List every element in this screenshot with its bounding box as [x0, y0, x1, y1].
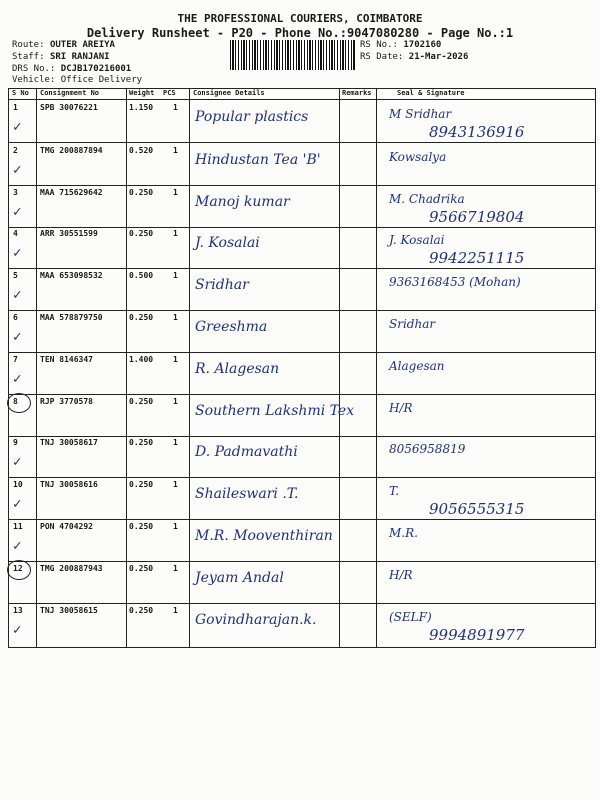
row-weight: 0.250: [129, 564, 154, 573]
row-consignment-no: RJP 3770578: [40, 397, 93, 406]
row-sno: 10: [13, 480, 23, 489]
row-weight: 0.500: [129, 271, 154, 280]
row-weight: 0.250: [129, 606, 154, 615]
row-pcs: 1: [173, 522, 178, 531]
col-weight: Weight: [129, 89, 155, 97]
row-consignment-no: PON 4704292: [40, 522, 93, 531]
row-pcs: 1: [173, 397, 178, 406]
row-number-circle: [7, 560, 31, 580]
row-signature-phone: 9056555315: [429, 500, 525, 518]
row-signature: M Sridhar: [389, 107, 452, 121]
row-signature-phone: 9566719804: [429, 208, 525, 226]
drs-line: [12, 64, 131, 74]
row-consignment-no: MAA 715629642: [40, 188, 103, 197]
row-pcs: 1: [173, 606, 178, 615]
row-signature: Kowsalya: [389, 150, 447, 164]
row-sno: 2: [13, 146, 18, 155]
row-consignment-no: MAA 653098532: [40, 271, 103, 280]
row-weight: 1.400: [129, 355, 154, 364]
rs-date-line: [360, 52, 468, 62]
row-signature: H/R: [389, 401, 413, 415]
drs-value: DCJB170216001: [60, 64, 132, 74]
rs-date-label: RS Date:: [360, 52, 404, 62]
row-pcs: 1: [173, 438, 178, 447]
row-consignee: Manoj kumar: [195, 194, 290, 210]
delivered-check-icon: ✓: [13, 454, 22, 470]
staff-line: [12, 52, 110, 62]
row-pcs: 1: [173, 355, 178, 364]
vehicle-label: Vehicle:: [12, 75, 56, 85]
staff-value: SRI RANJANI: [49, 52, 110, 62]
rs-date-value: 21-Mar-2026: [408, 52, 469, 62]
row-sno: 13: [13, 606, 23, 615]
row-signature-phone: 9942251115: [429, 249, 525, 267]
delivered-check-icon: ✓: [13, 496, 22, 512]
delivered-check-icon: ✓: [13, 622, 22, 638]
row-consignee: M.R. Mooventhiran: [195, 528, 333, 544]
col-pcs: PCS: [163, 89, 176, 97]
row-consignment-no: SPB 30076221: [40, 103, 98, 112]
row-pcs: 1: [173, 271, 178, 280]
delivered-check-icon: ✓: [13, 204, 22, 220]
rs-no-label: RS No.:: [360, 40, 398, 50]
route-line: [12, 40, 115, 50]
row-consignee: Sridhar: [195, 277, 249, 293]
row-sno: 3: [13, 188, 18, 197]
row-consignment-no: TNJ 30058615: [40, 606, 98, 615]
col-sno: S No: [12, 89, 29, 97]
staff-label: Staff:: [12, 52, 45, 62]
delivered-check-icon: ✓: [13, 371, 22, 387]
row-sno: 8: [13, 397, 18, 406]
row-pcs: 1: [173, 188, 178, 197]
row-consignee: Govindharajan.k.: [195, 612, 317, 628]
col-consignment: Consignment No: [40, 89, 100, 97]
row-consignee: Jeyam Andal: [195, 570, 284, 586]
row-pcs: 1: [173, 229, 178, 238]
row-pcs: 1: [173, 480, 178, 489]
row-sno: 7: [13, 355, 18, 364]
rs-no-value: 1702160: [403, 40, 442, 50]
delivered-check-icon: ✓: [13, 162, 22, 178]
drs-label: DRS No.:: [12, 64, 56, 74]
row-weight: 0.250: [129, 522, 154, 531]
row-consignee: J. Kosalai: [195, 235, 260, 251]
row-signature: 8056958819: [389, 442, 466, 456]
row-weight: 0.250: [129, 480, 154, 489]
delivered-check-icon: ✓: [13, 245, 22, 261]
row-signature: 9363168453 (Mohan): [389, 275, 521, 289]
col-consignee: Consignee Details: [193, 89, 265, 97]
col-remarks: Remarks: [342, 89, 372, 97]
company-title: THE PROFESSIONAL COURIERS, COIMBATORE: [177, 12, 423, 25]
row-weight: 0.250: [129, 397, 154, 406]
row-weight: 0.520: [129, 146, 154, 155]
row-consignment-no: TEN 8146347: [40, 355, 93, 364]
row-consignee: D. Padmavathi: [195, 444, 298, 460]
row-pcs: 1: [173, 313, 178, 322]
row-signature: (SELF): [389, 610, 432, 624]
row-pcs: 1: [173, 146, 178, 155]
row-sno: 11: [13, 522, 23, 531]
row-consignee: Hindustan Tea 'B': [195, 152, 321, 168]
row-weight: 0.250: [129, 313, 154, 322]
row-consignment-no: TNJ 30058616: [40, 480, 98, 489]
row-weight: 0.250: [129, 188, 154, 197]
row-consignment-no: TNJ 30058617: [40, 438, 98, 447]
barcode: [230, 40, 356, 70]
delivered-check-icon: ✓: [13, 119, 22, 135]
delivered-check-icon: ✓: [13, 287, 22, 303]
row-signature: M.R.: [389, 526, 418, 540]
row-consignment-no: TMG 200887894: [40, 146, 103, 155]
row-consignee: Shaileswari .T.: [195, 486, 299, 502]
route-label: Route:: [12, 40, 45, 50]
row-consignee: Southern Lakshmi Tex: [195, 403, 355, 419]
row-signature: Sridhar: [389, 317, 436, 331]
row-consignee: Greeshma: [195, 319, 268, 335]
row-signature: Alagesan: [389, 359, 445, 373]
row-signature: M. Chadrika: [389, 192, 465, 206]
row-weight: 0.250: [129, 229, 154, 238]
row-sno: 6: [13, 313, 18, 322]
delivered-check-icon: ✓: [13, 538, 22, 554]
row-weight: 0.250: [129, 438, 154, 447]
row-number-circle: [7, 393, 31, 413]
row-signature-phone: 9994891977: [429, 626, 525, 644]
row-pcs: 1: [173, 103, 178, 112]
row-signature: J. Kosalai: [389, 233, 445, 247]
row-consignment-no: MAA 578879750: [40, 313, 103, 322]
rs-no-line: [360, 40, 441, 50]
row-sno: 5: [13, 271, 18, 280]
row-sno: 9: [13, 438, 18, 447]
row-signature: H/R: [389, 568, 413, 582]
vehicle-value: Office Delivery: [60, 75, 143, 85]
row-consignee: Popular plastics: [195, 109, 309, 125]
row-signature: T.: [389, 484, 400, 498]
row-consignee: R. Alagesan: [195, 361, 280, 377]
route-value: OUTER AREIYA: [49, 40, 115, 50]
row-sno: 1: [13, 103, 18, 112]
row-consignment-no: ARR 30551599: [40, 229, 98, 238]
row-weight: 1.150: [129, 103, 154, 112]
row-sno: 12: [13, 564, 23, 573]
row-sno: 4: [13, 229, 18, 238]
row-signature-phone: 8943136916: [429, 123, 525, 141]
row-consignment-no: TMG 200887943: [40, 564, 103, 573]
delivered-check-icon: ✓: [13, 329, 22, 345]
col-signature: Seal & Signature: [397, 89, 465, 97]
runsheet-table: [8, 88, 596, 648]
row-pcs: 1: [173, 564, 178, 573]
runsheet-subtitle: Delivery Runsheet - P20 - Phone No.:9047080280 - Page No.:1: [86, 26, 514, 40]
vehicle-line: [12, 75, 142, 85]
